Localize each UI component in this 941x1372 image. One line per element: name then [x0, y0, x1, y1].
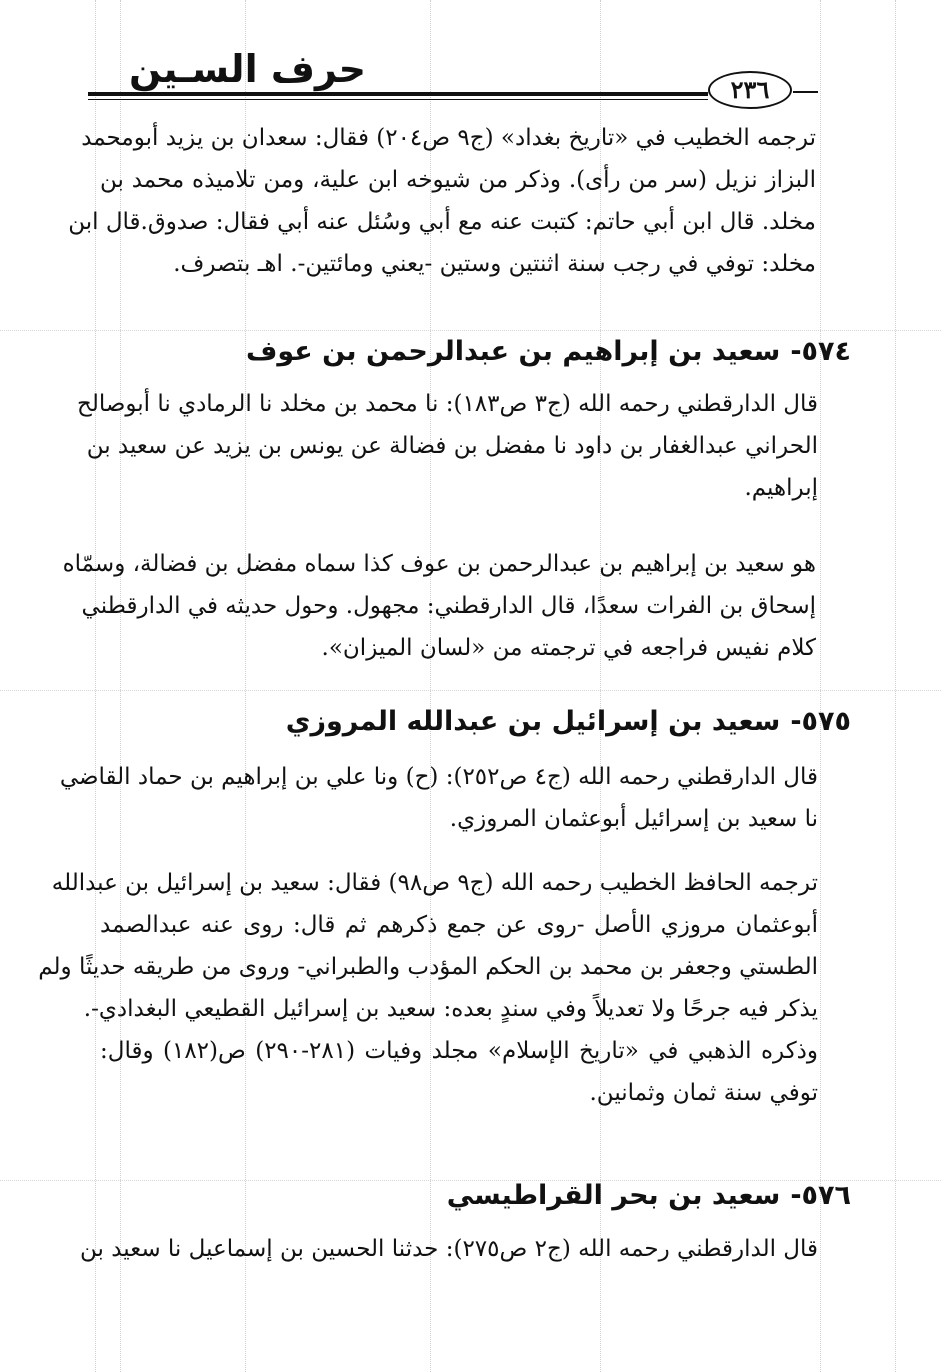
text-line: مخلد. قال ابن أبي حاتم: كتبت عنه مع أبي وسُئل عنه أبي فقال: صدوق.قال ابن — [68, 209, 816, 235]
text-line: وذكره الذهبي في «تاريخ الإسلام» مجلد وفيات (٢٨١-٢٩٠) ص(١٨٢) وقال: — [100, 1038, 818, 1064]
text-line: الطستي وجعفر بن محمد بن الحكم المؤدب والطبراني- وروى من طريقه حديثًا ولم — [38, 954, 818, 980]
text-line: البزاز نزيل (سر من رأى). وذكر من شيوخه ابن علية، ومن تلاميذه محمد بن — [100, 167, 816, 193]
entry-number: ٥٧٥- — [790, 706, 851, 737]
paragraph — [59, 756, 818, 840]
paragraph — [62, 543, 816, 669]
text-line: الحراني عبدالغفار بن داود نا مفضل بن فضالة عن يونس بن يزيد عن سعيد بن — [86, 433, 818, 459]
paragraph — [76, 383, 818, 509]
text-line: نا سعيد بن إسرائيل أبوعثمان المروزي. — [449, 806, 818, 832]
entry-name: سعيد بن إسرائيل بن عبدالله المروزي — [285, 706, 781, 737]
text-line: قال الدارقطني رحمه الله (ج٢ ص٢٧٥): حدثنا الحسين بن إسماعيل نا سعيد بن — [80, 1236, 818, 1262]
text-line: ترجمه الحافظ الخطيب رحمه الله (ج٩ ص٩٨) فقال: سعيد بن إسرائيل بن عبدالله — [51, 870, 818, 896]
page-header — [88, 40, 818, 110]
paragraph — [80, 1228, 818, 1270]
chapter-title: حرف السـين — [128, 47, 366, 91]
entry-heading — [447, 1174, 851, 1218]
header-rule — [793, 91, 818, 93]
header-rule — [88, 92, 708, 96]
text-line: قال الدارقطني رحمه الله (ج٣ ص١٨٣): نا محمد بن مخلد نا الرمادي نا أبوصالح — [76, 391, 818, 417]
header-rule — [88, 99, 708, 100]
scan-guide-line — [895, 0, 896, 1372]
text-line: إسحاق بن الفرات سعدًا، قال الدارقطني: مجهول. وحول حديثه في الدارقطني — [81, 593, 816, 619]
paragraph — [38, 862, 818, 1114]
entry-name: سعيد بن إبراهيم بن عبدالرحمن بن عوف — [246, 336, 781, 367]
entry-name: سعيد بن بحر القراطيسي — [446, 1180, 781, 1211]
entry-heading — [286, 700, 851, 744]
text-line: توفي سنة ثمان وثمانين. — [589, 1080, 818, 1106]
scan-guide-line — [0, 690, 941, 691]
entry-heading — [246, 330, 851, 374]
page-number: ٢٣٦ — [708, 71, 792, 109]
entry-number: ٥٧٦- — [790, 1180, 851, 1211]
text-line: مخلد: توفي في رجب سنة اثنتين وستين -يعني ومائتين-. اهـ بتصرف. — [173, 251, 816, 277]
scan-guide-line — [820, 0, 821, 1372]
text-line: قال الدارقطني رحمه الله (ج٤ ص٢٥٢): (ح) ونا علي بن إبراهيم بن حماد القاضي — [59, 764, 818, 790]
text-line: ترجمه الخطيب في «تاريخ بغداد» (ج٩ ص٢٠٤) فقال: سعدان بن يزيد أبومحمد — [81, 125, 816, 151]
entry-number: ٥٧٤- — [790, 336, 851, 367]
text-line: إبراهيم. — [744, 475, 818, 501]
text-line: هو سعيد بن إبراهيم بن عبدالرحمن بن عوف كذا سماه مفضل بن فضالة، وسمّاه — [62, 551, 816, 577]
paragraph — [68, 117, 816, 285]
text-line: يذكر فيه جرحًا ولا تعديلاً وفي سندٍ بعده: سعيد بن إسرائيل القطيعي البغدادي-. — [83, 996, 818, 1022]
text-line: كلام نفيس فراجعه في ترجمته من «لسان الميزان». — [321, 635, 816, 661]
text-line: أبوعثمان مروزي الأصل -روى عن جمع ذكرهم ثم قال: روى عنه عبدالصمد — [100, 912, 818, 938]
